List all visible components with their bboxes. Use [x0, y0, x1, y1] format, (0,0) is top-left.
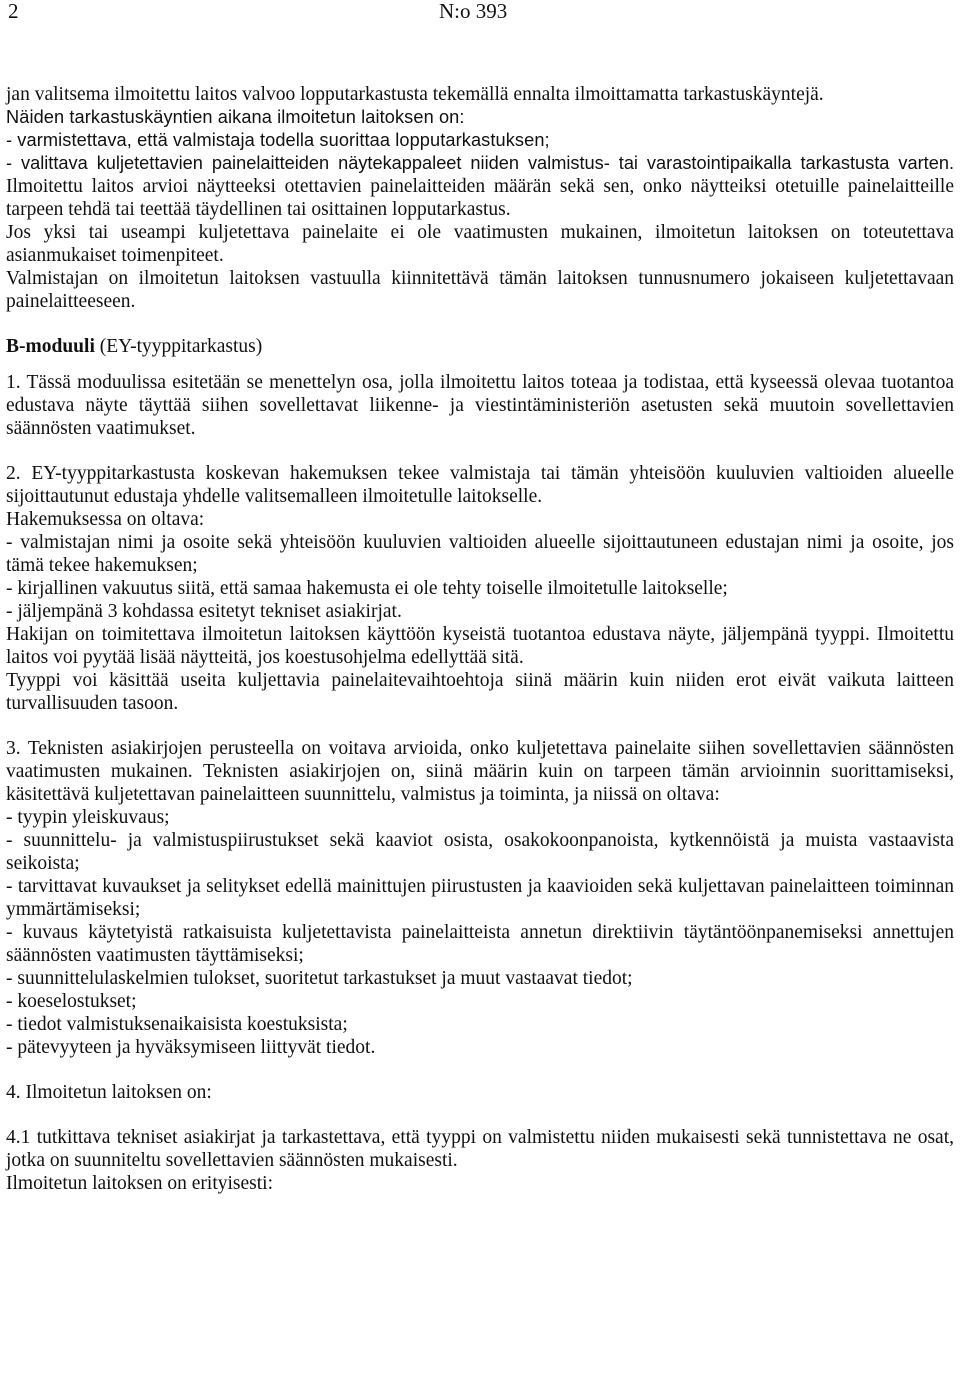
page-number: 2 — [8, 0, 19, 23]
paragraph-inspection-intro: Näiden tarkastuskäyntien aikana ilmoitetun laitoksen on: — [6, 107, 465, 127]
item-2-intro: Hakemuksessa on oltava: — [6, 509, 205, 530]
item-3-list-h: - pätevyyteen ja hyväksymiseen liittyvät tiedot. — [6, 1037, 376, 1058]
document-number: N:o 393 — [439, 0, 508, 23]
paragraph-nonconformity: Jos yksi tai useampi kuljetettava painelaite ei ole vaatimusten mukainen, ilmoitetun laitoksen on toteutettava asianmukaiset toimenpiteet. — [6, 222, 954, 266]
item-4-1: 4.1 tutkittava tekniset asiakirjat ja tarkastettava, että tyyppi on valmistettu niiden mukaisesti sekä tunnistettava ne osat, jotka on suunniteltu sovellettavien säännösten mukaisesti. — [6, 1127, 954, 1171]
list-item-verify: - varmistettava, että valmistaja todella suorittaa lopputarkastuksen; — [6, 130, 550, 150]
item-3-list-a: - tyypin yleiskuvaus; — [6, 807, 170, 828]
item-2-variants: Tyyppi voi käsittää useita kuljettavia painelaitevaihtoehtoja siinä määrin kuin niiden erot eivät vaikuta laitteen turvallisuuden tasoon. — [6, 670, 954, 714]
section-heading-bold: B-moduuli — [6, 336, 95, 357]
item-2: 2. EY-tyyppitarkastusta koskevan hakemuksen tekee valmistaja tai tämän yhteisöön kuuluvien valtioiden alueelle sijoittautunut edustaja yhdelle valitsemalleen ilmoitetulle laitokselle. — [6, 463, 954, 507]
list-item-select-samples: - valittava kuljetettavien painelaitteiden näytekappaleet niiden valmistus- tai varastointipaikalla tarkastusta varten. — [6, 153, 954, 173]
item-3: 3. Teknisten asiakirjojen perusteella on voitava arvioida, onko kuljetettava painelaite siihen sovellettavien säännösten vaatimusten mukainen. Teknisten asiakirjojen on, siinä määrin kuin on tarpeen tämän arvioinnin suorittamiseksi, käsitettävä kuljetettavan painelaitteen suunnittelu, valmistus ja toiminta, ja niissä on oltava: — [6, 738, 954, 805]
paragraph-sampling-rest: Ilmoitettu laitos arvioi näytteeksi otettavien painelaitteiden määrän sekä sen, onko näytteiksi otetuille painelaitteille tarpeen tehdä tai teettää täydellinen tai osittainen lopputarkastus. — [6, 176, 954, 220]
paragraph-sampling — [6, 152, 954, 221]
item-3-list-e: - suunnittelulaskelmien tulokset, suoritetut tarkastukset ja muut vastaavat tiedot; — [6, 968, 633, 989]
item-3-list-g: - tiedot valmistuksenaikaisista koestuksista; — [6, 1014, 348, 1035]
item-1: 1. Tässä moduulissa esitetään se menettelyn osa, jolla ilmoitettu laitos toteaa ja todistaa, että kyseessä olevaa tuotantoa edustava näyte täyttää siihen sovellettavat liikenne- ja viestintäministeriön asetusten sekä muutoin sovellettavien säännösten vaatimukset. — [6, 372, 954, 439]
item-4-2-intro: Ilmoitetun laitoksen on erityisesti: — [6, 1173, 274, 1194]
item-3-list-f: - koeselostukset; — [6, 991, 137, 1012]
paragraph-continuation: jan valitsema ilmoitettu laitos valvoo lopputarkastusta tekemällä ennalta ilmoittamatta tarkastuskäyntejä. — [6, 84, 824, 105]
section-heading-rest: (EY-tyyppitarkastus) — [94, 336, 263, 357]
page-header — [6, 0, 954, 26]
item-2-sample: Hakijan on toimitettava ilmoitetun laitoksen käyttöön kyseistä tuotantoa edustava näyte, jäljempänä tyyppi. Ilmoitettu laitos voi pyytää lisää näytteitä, jos koestusohjelma edellyttää sitä. — [6, 624, 954, 668]
paragraph-identification-number: Valmistajan on ilmoitetun laitoksen vastuulla kiinnitettävä tämän laitoksen tunnusnumero jokaiseen kuljetettavaan painelaitteeseen. — [6, 268, 954, 312]
item-3-list-d: - kuvaus käytetyistä ratkaisuista kuljetettavista painelaitteista annetun direktiivin täytäntöönpanemiseksi annettujen säännösten vaatimusten täyttämiseksi; — [6, 922, 954, 966]
item-4: 4. Ilmoitetun laitoksen on: — [6, 1082, 212, 1103]
header-spacer — [6, 26, 954, 83]
item-2-list-b: - kirjallinen vakuutus siitä, että samaa hakemusta ei ole tehty toiselle ilmoitetulle laitokselle; — [6, 578, 728, 599]
section-heading — [6, 335, 954, 358]
item-3-list-c: - tarvittavat kuvaukset ja selitykset edellä mainittujen piirustusten ja kaavioiden sekä kuljettavan painelaitteen toiminnan ymmärtämiseksi; — [6, 876, 954, 920]
item-2-list-c: - jäljempänä 3 kohdassa esitetyt tekniset asiakirjat. — [6, 601, 402, 622]
item-3-list-b: - suunnittelu- ja valmistuspiirustukset sekä kaaviot osista, osakokoonpanoista, kytkennöistä ja muista vastaavista seikoista; — [6, 830, 954, 874]
item-2-list-a: - valmistajan nimi ja osoite sekä yhteisöön kuuluvien valtioiden alueelle sijoittautuneen edustajan nimi ja osoite, jos tämä tekee hakemuksen; — [6, 532, 954, 576]
